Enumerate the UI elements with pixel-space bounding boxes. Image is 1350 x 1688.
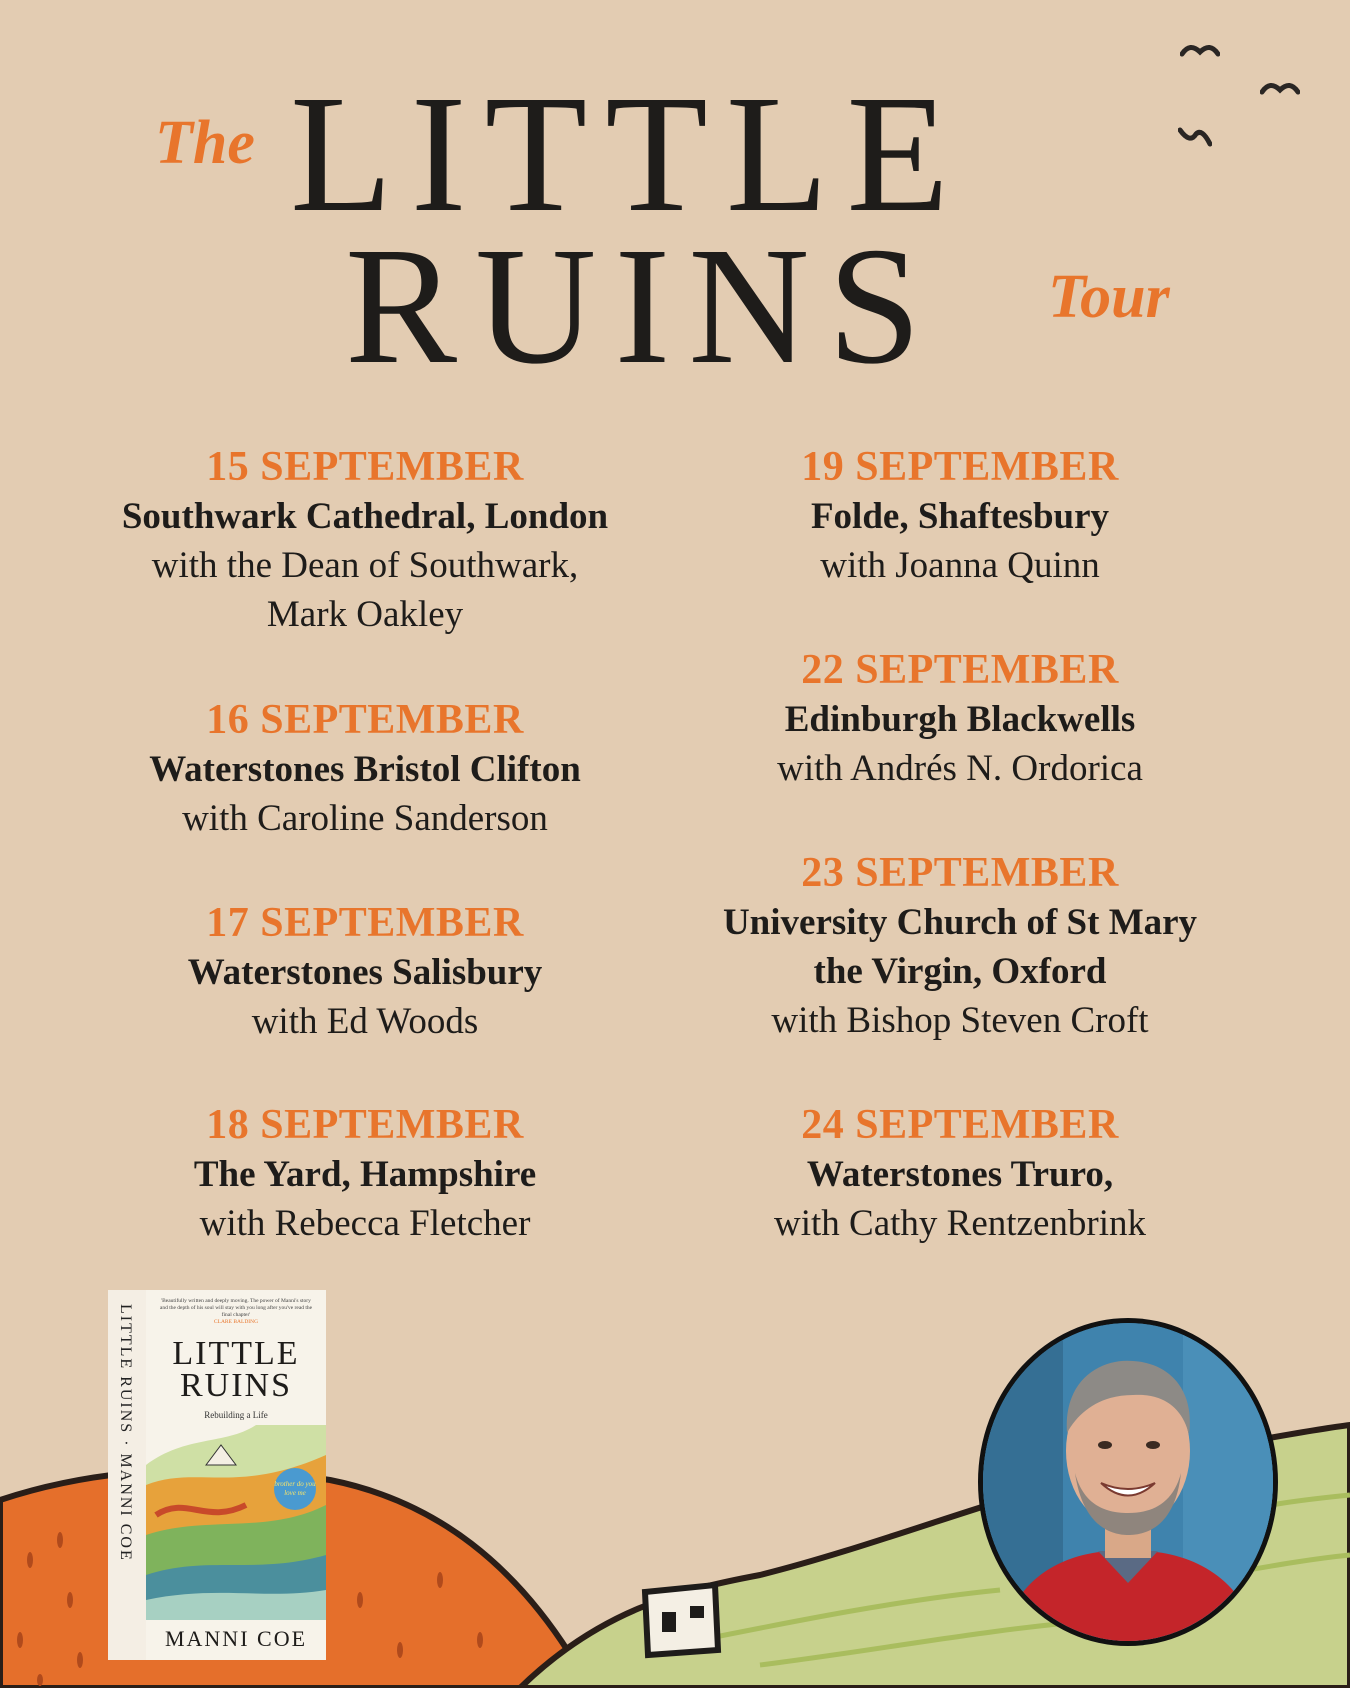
- book-quote-author: CLARE BALDING: [213, 1319, 259, 1325]
- title-line-2: RUINS: [345, 213, 940, 399]
- bird-icon: [1178, 124, 1212, 148]
- book-quote-text: 'Beautifully written and deeply moving. The power of Manni's story and the depth of his soul will stay with you long after you've read the final chapter': [159, 1298, 313, 1318]
- book-spine: [108, 1290, 147, 1660]
- event-date: 18 SEPTEMBER: [206, 1102, 524, 1148]
- event-date: 19 SEPTEMBER: [801, 444, 1119, 490]
- event-venue: The Yard, Hampshire: [193, 1154, 537, 1195]
- book-cover-image: [108, 1290, 328, 1670]
- book-title-line-2: RUINS: [179, 1367, 293, 1404]
- event-date: 16 SEPTEMBER: [206, 697, 524, 743]
- book-cover-illustration: [146, 1425, 326, 1620]
- event-guest: with Cathy Rentzenbrink: [774, 1203, 1146, 1244]
- event-18-september: [45, 1100, 685, 1248]
- event-guest: with Rebecca Fletcher: [199, 1203, 531, 1244]
- event-venue: Waterstones Bristol Clifton: [149, 749, 581, 790]
- event-date: 17 SEPTEMBER: [206, 900, 524, 946]
- book-spine-text: LITTLE RUINS · MANNI COE: [117, 1304, 134, 1562]
- event-venue: the Virgin, Oxford: [813, 951, 1107, 992]
- book-front-cover: [146, 1290, 326, 1660]
- event-venue: Waterstones Salisbury: [187, 952, 543, 993]
- event-guest: with Joanna Quinn: [820, 545, 1100, 586]
- bird-icon: [1180, 40, 1220, 60]
- event-venue: Waterstones Truro,: [806, 1154, 1114, 1195]
- title-line-1: LITTLE: [290, 61, 968, 247]
- event-date: 15 SEPTEMBER: [206, 444, 524, 490]
- event-venue: University Church of St Mary: [722, 902, 1198, 943]
- event-date: 24 SEPTEMBER: [801, 1102, 1119, 1148]
- bird-icon: [1260, 78, 1300, 98]
- event-23-september: [640, 848, 1280, 1045]
- book-subtitle: Rebuilding a Life: [204, 1410, 268, 1420]
- event-guest: with Andrés N. Ordorica: [777, 748, 1143, 789]
- event-date: 22 SEPTEMBER: [801, 647, 1119, 693]
- event-date: 23 SEPTEMBER: [801, 850, 1119, 896]
- event-venue: Southwark Cathedral, London: [121, 496, 609, 537]
- event-venue: Edinburgh Blackwells: [784, 699, 1136, 740]
- book-title: [146, 1335, 326, 1404]
- event-22-september: [640, 645, 1280, 793]
- event-guest: with Bishop Steven Croft: [771, 1000, 1149, 1041]
- event-17-september: [45, 898, 685, 1046]
- event-guest: with the Dean of Southwark,: [151, 545, 579, 586]
- event-15-september: [45, 442, 685, 639]
- book-title-line-1: LITTLE: [172, 1335, 300, 1372]
- book-quote: [158, 1298, 314, 1326]
- event-guest: with Caroline Sanderson: [182, 798, 548, 839]
- event-guest: with Ed Woods: [251, 1001, 479, 1042]
- event-16-september: [45, 695, 685, 843]
- author-portrait-illustration: [983, 1323, 1273, 1641]
- event-19-september: [640, 442, 1280, 590]
- book-author: MANNI COE: [164, 1626, 308, 1651]
- house-icon: [645, 1585, 718, 1655]
- author-portrait-image: [978, 1318, 1278, 1646]
- event-venue: Folde, Shaftesbury: [810, 496, 1110, 537]
- event-24-september: [640, 1100, 1280, 1248]
- title-prefix: The: [155, 109, 255, 177]
- book-badge: brother do you love me: [274, 1468, 316, 1510]
- title-suffix: Tour: [1048, 263, 1170, 331]
- event-guest: Mark Oakley: [266, 594, 464, 635]
